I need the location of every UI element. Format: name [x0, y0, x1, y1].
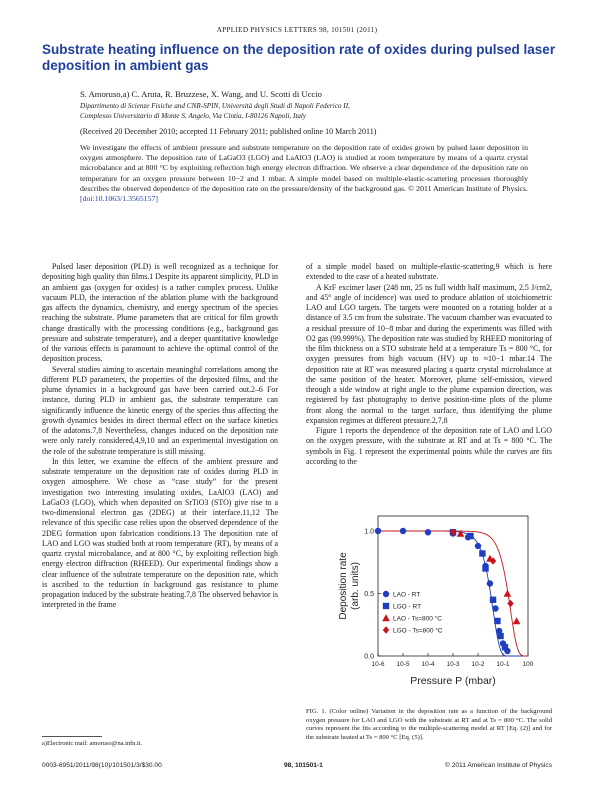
abstract [80, 143, 528, 204]
x-tick-label: 10-3 [446, 661, 460, 668]
legend-label: LAO - RT [393, 591, 421, 599]
data-point-series-2 [504, 590, 512, 597]
figure-1 [306, 506, 552, 704]
legend-marker [383, 603, 389, 609]
x-tick-label: 10-2 [471, 661, 485, 668]
body-paragraph: Several studies aiming to ascertain meaningful correlations among the different PLD parameters, the properties of the deposited films, and the plume dynamics in a background gas have been carried out.2–6 For instance, during PLD in ambient gas, the substrate temperature can significantly influence the kinetic energy of the species thus affecting the growth dynamics besides its direct thermal effect on the surface kinetics of the adatoms.7,8 Nevertheless, changes induced on the deposition rate were only rarely considered,4,9,10 and an experimental investigation on the role of the substrate temperature is still missing. [42, 364, 278, 456]
x-axis-label: Pressure P (mbar) [410, 675, 496, 687]
affiliation [80, 101, 540, 122]
legend-label: LAO - Ts=800 °C [393, 615, 442, 623]
legend-marker [383, 591, 389, 597]
x-tick-label: 10-6 [371, 661, 385, 668]
page-footer [42, 762, 552, 769]
page-number: 98, 101501-1 [283, 762, 323, 769]
y-tick-label: 0.0 [364, 653, 374, 661]
affiliation-line-1: Dipartimento di Scienze Fisiche and CNR-SPIN, Università degli Studi di Napoli Federico II, [80, 102, 350, 110]
data-point-series-0 [425, 529, 431, 535]
paper-title: Substrate heating influence on the deposition rate of oxides during pulsed laser deposition in ambient gas [42, 42, 556, 73]
x-tick-label: 10-5 [396, 661, 410, 668]
body-left-column [42, 262, 278, 611]
y-axis-label-line-2: (arb. units) [350, 562, 361, 610]
data-point-series-3 [507, 600, 513, 608]
body-paragraph: Pulsed laser deposition (PLD) is well recognized as a technique for depositing high quality thin films.1 Despite its apparent simplicity, PLD in an ambient gas (oxygen for oxides) is a rather complex process. Unlike vacuum PLD, the interaction of the ablation plume with the background gas affects the dynamics, chemistry, and energy spectrum of the species reaching the substrate. Plume parameters that are critical for film growth change drastically with the processing conditions (e.g., background gas pressure and substrate temperature), and a deeper quantitative knowledge of the various effects is paramount to achieve the optimal control of the deposition process. [42, 262, 278, 364]
body-right-column [306, 262, 552, 467]
data-point-series-0 [487, 580, 493, 586]
legend-label: LGO - RT [393, 603, 422, 611]
data-point-series-1 [479, 550, 485, 556]
data-point-series-1 [490, 597, 496, 603]
legend-marker [383, 626, 389, 634]
abstract-text: We investigate the effects of ambient pressure and substrate temperature on the deposition rate of oxides grown by pulsed laser deposition in oxygen atmosphere. The deposition rate of LaGaO3 (LGO) and LaAlO3 (LAO) is studied at room temperature by means of a quartz crystal microbalance and at 800 °C by exploiting reflection high energy electron diffraction. We observe a clear dependence of the deposition rate on temperature for an oxygen pressure between 10−2 and 1 mbar. A simple model based on multiple-elastic-scattering processes thoroughly describes the observed dependence of the deposition rate on the pressure/density of the background gas. © 2011 American Institute of Physics. [80, 143, 528, 193]
y-tick-label: 0.5 [364, 590, 374, 598]
data-point-series-0 [475, 543, 481, 549]
affiliation-line-2: Complesso Universitario di Monte S. Angelo, Via Cintia, I-80126 Napoli, Italy [80, 112, 307, 121]
plot-frame [378, 516, 528, 656]
data-point-series-1 [494, 618, 500, 624]
body-paragraph: In this letter, we examine the effects of the ambient pressure and substrate temperature on the deposition rate of oxides during PLD in oxygen atmosphere. We chose as “case study” for the present investigation two interesting insulating oxides, LaAlO3 (LAO) and LaGaO3 (LGO), which when deposited on SrTiO3 (STO) give rise to a two-dimensional electron gas (2DEG) at their interface.11,12 The relevance of this specific case relies upon the observed dependence of the 2DEG formation upon fabrication conditions.13 The deposition rate of LAO and LGO was studied both at room temperature (RT), by means of a quartz crystal microbalance, and at 800 °C, by exploiting reflection high energy electron diffraction (RHEED). Our experimental findings show a clear influence of the substrate temperature on the deposition rate, which is ascribed to the reduction in background gas resistance to plume propagation induced by the substrate heating.7,8 The observed behavior is interpreted in the frame [42, 456, 278, 610]
author-list: S. Amoruso,a) C. Aruta, R. Bruzzese, X. Wang, and U. Scotti di Uccio [80, 89, 322, 99]
legend-label: LGO - Ts=800 °C [393, 627, 443, 635]
body-paragraph: A KrF excimer laser (248 nm, 25 ns full width half maximum, 2.5 J/cm2, and 45° angle of incidence) was used to produce ablation of stoichiometric LAO and LGO targets. The targets were mounted on a rotating holder at a distance of 3.5 cm from the substrate. The vacuum chamber was evacuated to a residual pressure of 10−8 mbar and during the experiments was filled with O2 gas (99.999%). The deposition rate was studied by RHEED monitoring of the film thickness on a STO substrate held at a temperature Ts = 800 °C, for oxygen pressures from high vacuum (HV) up to ≈10−1 mbar.14 The deposition rate at RT was measured placing a quartz crystal microbalance at the same position of the heater. Moreover, plume self-emission, viewed through a side window at right angle to the plume expansion direction, was registered by fast photography to derive position-time plots of the plume front along the normal to the target surface, thus identifying the plume expansion regimes at different pressure.2,7,8 [306, 282, 552, 425]
body-paragraph: of a simple model based on multiple-elastic-scattering,9 which is here extended to the case of a heated substrate. [306, 262, 552, 282]
data-point-series-1 [482, 565, 488, 571]
legend-marker [382, 614, 390, 621]
data-point-series-0 [375, 528, 381, 534]
body-paragraph: Figure 1 reports the dependence of the deposition rate of LAO and LGO on the oxygen pressure, with the substrate at RT and at Ts = 800 °C. The symbols in Fig. 1 represent the experimental points while the curves are fits according to the [306, 426, 552, 466]
data-point-series-0 [492, 605, 498, 611]
x-tick-label: 100 [522, 661, 534, 668]
footnote: a)Electronic mail: amoruso@na.infn.it. [42, 740, 143, 747]
received-dates: (Received 20 December 2010; accepted 11 February 2011; published online 10 March 2011) [80, 127, 377, 136]
doi-link[interactable]: [doi:10.1063/1.3565157] [80, 194, 158, 204]
issn-code: 0003-6951/2011/98(10)/101501/3/$30.00 [42, 762, 162, 769]
data-point-series-2 [513, 617, 521, 624]
deposition-rate-chart [306, 506, 552, 704]
x-tick-label: 10-4 [421, 661, 435, 668]
data-point-series-1 [467, 533, 473, 539]
x-tick-label: 10-1 [496, 661, 510, 668]
y-axis-label-line-1: Deposition rate [338, 552, 349, 620]
footnote-divider [42, 736, 102, 737]
data-point-series-1 [497, 633, 503, 639]
figure-caption: FIG. 1. (Color online) Variation in the deposition rate as a function of the background oxygen pressure for LAO and LGO with the substrate at RT and at Ts = 800 °C. The solid curves represent the fits according to the multiple-scattering model at RT [Eq. (2)] and for the substrate heated at Ts = 800 °C [Eq. (5)]. [306, 708, 552, 741]
running-head: APPLIED PHYSICS LETTERS 98, 101501 (2011) [216, 26, 378, 34]
y-tick-label: 1.0 [364, 528, 374, 536]
copyright: © 2011 American Institute of Physics [445, 762, 552, 769]
data-point-series-0 [400, 528, 406, 534]
data-point-series-1 [502, 644, 508, 650]
